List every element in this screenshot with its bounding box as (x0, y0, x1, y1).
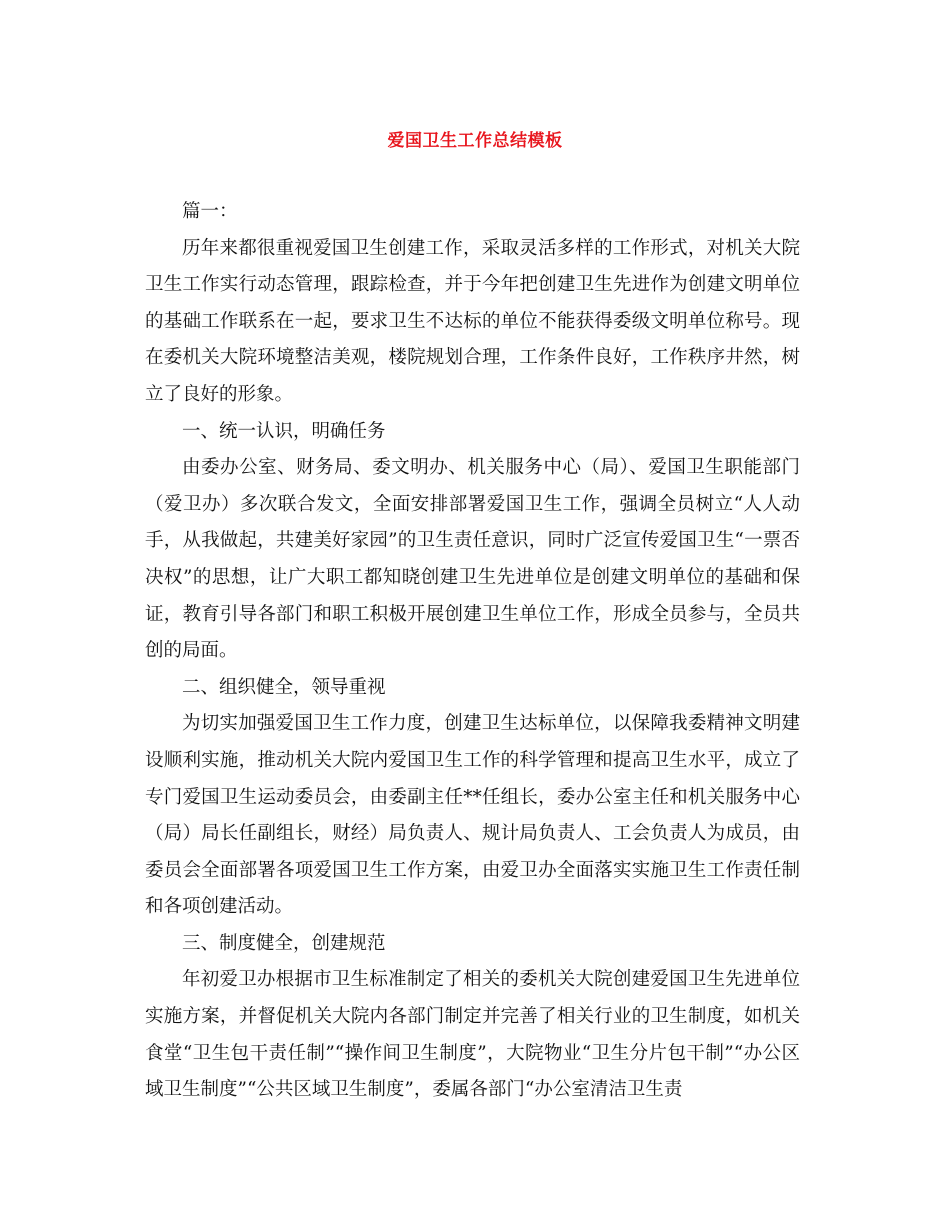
section-heading: 三、制度健全，创建规范 (182, 932, 386, 954)
document-title: 爱国卫生工作总结模板 (387, 131, 563, 151)
section-heading: 二、组织健全，领导重视 (182, 676, 386, 698)
section-label: 篇一： (182, 201, 238, 222)
paragraph: 历年来都很重视爱国卫生创建工作，采取灵活多样的工作形式，对机关大院卫生工作实行动态管理，跟踪检查，并于今年把创建卫生先进作为创建文明单位的基础工作联系在一起，要求卫生不达标的单位不能获得委级文明单位称号。现在委机关大院环境整洁美观，楼院规划合理，工作条件良好，工作秩序井然，树立了良好的形象。 (145, 237, 800, 405)
paragraph: 为切实加强爱国卫生工作力度，创建卫生达标单位，以保障我委精神文明建设顺利实施，推动机关大院内爱国卫生工作的科学管理和提高卫生水平，成立了专门爱国卫生运动委员会，由委副主任**任组长，委办公室主任和机关服务中心（局）局长任副组长，财经）局负责人、规计局负责人、工会负责人为成员，由委员会全面部署各项爱国卫生工作方案，由爱卫办全面落实实施卫生工作责任制和各项创建活动。 (145, 713, 800, 918)
paragraph: 年初爱卫办根据市卫生标准制定了相关的委机关大院创建爱国卫生先进单位实施方案，并督促机关大院内各部门制定并完善了相关行业的卫生制度，如机关食堂“卫生包干责任制”“操作间卫生制度”，大院物业“卫生分片包干制”“办公区域卫生制度”“公共区域卫生制度”，委属各部门“办公室清洁卫生责 (145, 969, 800, 1101)
paragraph: 由委办公室、财务局、委文明办、机关服务中心（局）、爱国卫生职能部门（爱卫办）多次联合发文，全面安排部署爱国卫生工作，强调全员树立“人人动手，从我做起，共建美好家园”的卫生责任意识，同时广泛宣传爱国卫生“一票否决权”的思想，让广大职工都知晓创建卫生先进单位是创建文明单位的基础和保证，教育引导各部门和职工积极开展创建卫生单位工作，形成全员参与，全员共创的局面。 (145, 457, 800, 662)
document-body (145, 194, 800, 1109)
section-heading: 一、统一认识，明确任务 (182, 420, 386, 442)
